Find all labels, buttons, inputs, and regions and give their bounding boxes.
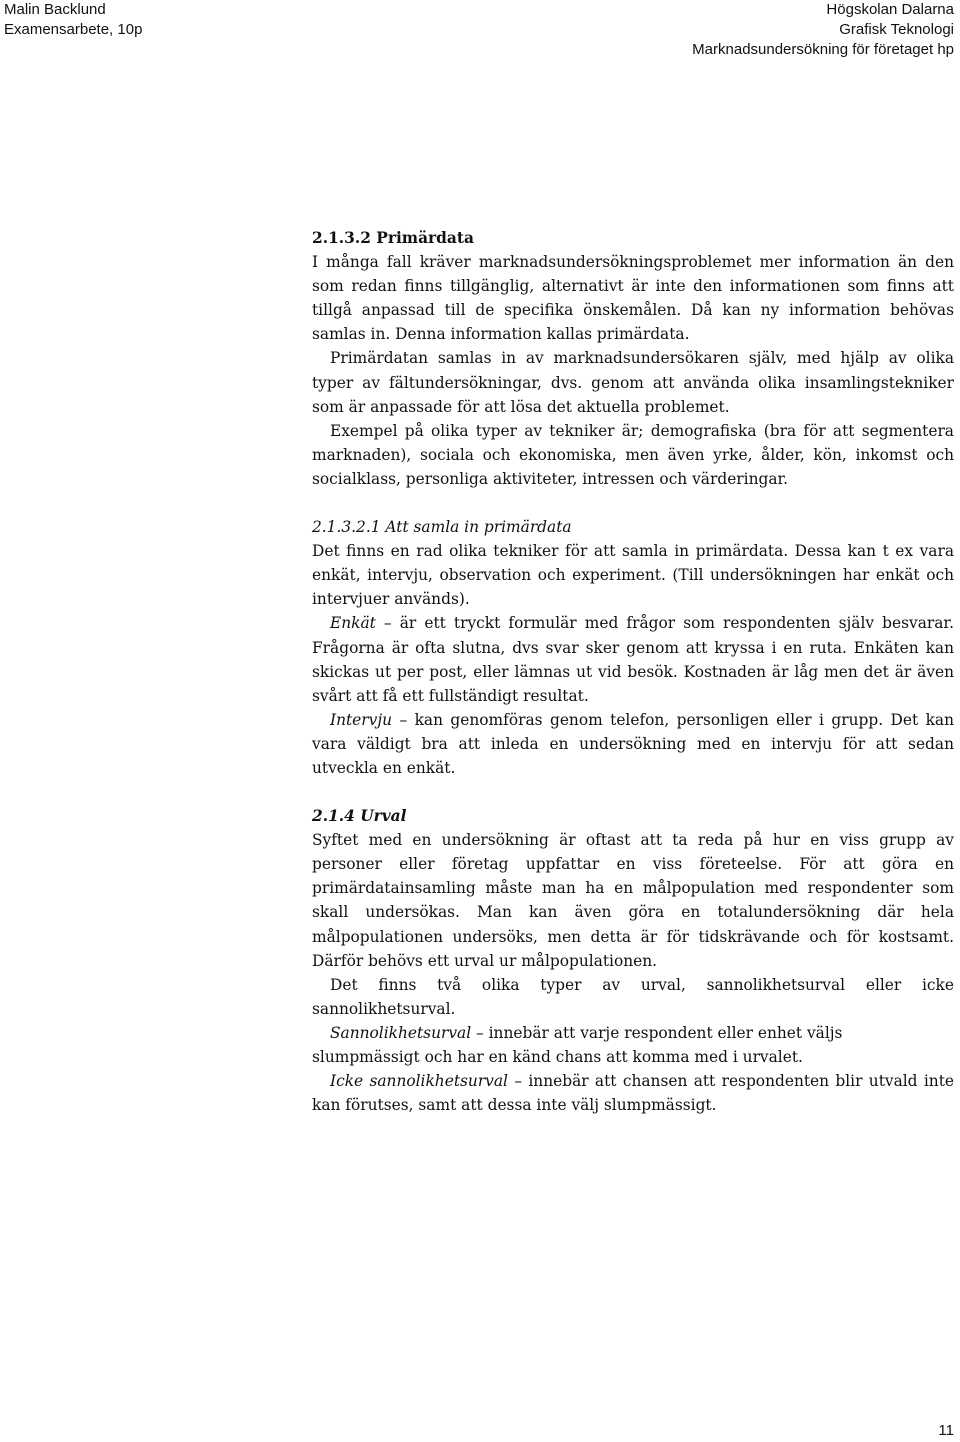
term-sannolikhetsurval: Sannolikhetsurval — [330, 1023, 472, 1042]
definition-intervju — [312, 708, 954, 780]
definition-text: – innebär att chansen att respondenten blir utvald inte kan förutses, samt att dessa inte välj slumpmässigt. — [312, 1072, 954, 1115]
subsection-heading-samla-in: 2.1.3.2.1 Att samla in primärdata — [312, 518, 572, 537]
page-number: 11 — [938, 1422, 954, 1439]
definition-sannolikhetsurval — [312, 1021, 954, 1069]
author-name: Malin Backlund — [4, 1, 106, 18]
department: Grafisk Teknologi — [839, 21, 954, 38]
section-heading-urval: 2.1.4 Urval — [312, 807, 407, 826]
paragraph: Det finns en rad olika tekniker för att samla in primärdata. Dessa kan t ex vara enkät, intervju, observation och experiment. (Till undersökningen har enkät och intervjuer används). — [312, 542, 954, 609]
definition-text: – innebär att varje respondent eller enhet väljs slumpmässigt och har en känd chans att komma med i urvalet. — [312, 1023, 843, 1066]
page-header-left — [4, 0, 142, 40]
document-title: Marknadsundersökning för företaget hp — [692, 41, 954, 58]
paragraph: Exempel på olika typer av tekniker är; demografiska (bra för att segmentera marknaden), sociala och ekonomiska, men även yrke, ålder, kön, inkomst och socialklass, personliga aktiviteter, intressen och värderingar. — [312, 421, 954, 488]
paragraph: Det finns två olika typer av urval, sannolikhetsurval eller icke sannolikhetsurval. — [312, 975, 954, 1018]
definition-text: – kan genomföras genom telefon, personligen eller i grupp. Det kan vara väldigt bra att inleda en undersökning med en intervju för att sedan utveckla en enkät. — [312, 710, 954, 777]
document-type: Examensarbete, 10p — [4, 21, 143, 38]
paragraph: Syftet med en undersökning är oftast att ta reda på hur en viss grupp av personer eller företag uppfattar en viss företeelse. För att göra en primärdatainsamling måste man ha en målpopulation med respondenter som skall undersökas. Man kan även göra en totalundersökning där hela målpopulationen undersöks, men detta är för tidskrävande och för kostsamt. Därför behövs ett urval ur målpopulationen. — [312, 831, 954, 970]
paragraph: I många fall kräver marknadsundersökningsproblemet mer information än den som redan finns tillgänglig, alternativt är inte den informationen som finns att tillgå anpassad till de specifika önskemålen. Då kan ny information behövas samlas in. Denna information kallas primärdata. — [312, 253, 954, 344]
paragraph: Primärdatan samlas in av marknadsundersökaren själv, med hjälp av olika typer av fältundersökningar, dvs. genom att använda olika insamlingstekniker som är anpassade för att lösa det aktuella problemet. — [312, 349, 954, 416]
term-enkat: Enkät — [330, 614, 376, 633]
definition-icke-sannolikhetsurval — [312, 1069, 954, 1117]
definition-text: – är ett tryckt formulär med frågor som respondenten själv besvarar. Frågorna är ofta slutna, dvs svar sker genom att kryssa i en ruta. Enkäten kan skickas ut per post, eller lämnas ut vid besök. Kostnaden är låg men det är även svårt att få ett fullständigt resultat. — [312, 614, 954, 705]
term-icke-sannolikhetsurval: Icke sannolikhetsurval — [330, 1072, 508, 1091]
page-header-right — [692, 0, 954, 60]
institution: Högskolan Dalarna — [826, 1, 954, 18]
definition-enkat — [312, 611, 954, 707]
term-intervju: Intervju — [330, 710, 393, 729]
section-heading-primardata: 2.1.3.2 Primärdata — [312, 229, 474, 247]
page-body — [312, 226, 954, 1117]
